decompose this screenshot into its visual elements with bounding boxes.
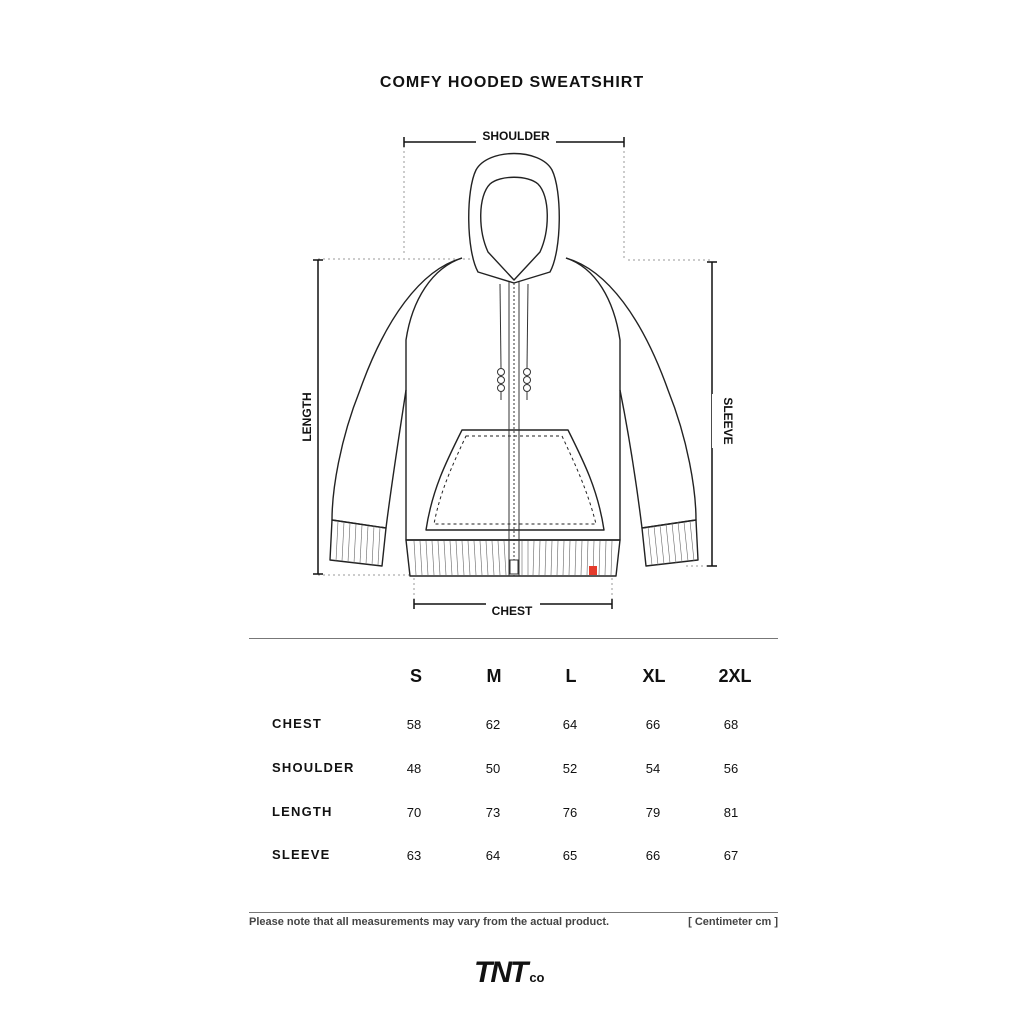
table-cell: 58 — [406, 717, 422, 732]
divider-bottom — [249, 912, 778, 913]
table-cell: 68 — [723, 717, 739, 732]
logo-text: TNT — [474, 956, 527, 989]
row-label-sleeve: SLEEVE — [272, 847, 331, 862]
table-cell: 66 — [645, 717, 661, 732]
table-cell: 79 — [645, 805, 661, 820]
table-cell: 73 — [485, 805, 501, 820]
size-header-s: S — [409, 666, 422, 686]
logo-suffix: co — [529, 970, 545, 985]
table-cell: 63 — [406, 848, 422, 863]
table-cell: 52 — [562, 761, 578, 776]
table-cell: 65 — [562, 848, 578, 863]
size-header-l: L — [565, 666, 577, 686]
row-label-shoulder: SHOULDER — [272, 760, 355, 775]
divider-top — [249, 638, 778, 639]
brand-logo — [474, 956, 545, 990]
table-cell: 66 — [645, 848, 661, 863]
size-header-2xl: 2XL — [718, 666, 752, 686]
table-cell: 50 — [485, 761, 501, 776]
table-cell: 56 — [723, 761, 739, 776]
disclaimer-note: Please note that all measurements may vary from the actual product. — [249, 916, 610, 928]
page-title: COMFY HOODED SWEATSHIRT — [379, 74, 645, 91]
chest-dim-label: CHEST — [491, 604, 533, 618]
table-cell: 62 — [485, 717, 501, 732]
table-cell: 67 — [723, 848, 739, 863]
size-header-xl: XL — [642, 666, 666, 686]
table-cell: 76 — [562, 805, 578, 820]
table-cell: 48 — [406, 761, 422, 776]
shoulder-dim-label: SHOULDER — [482, 129, 550, 143]
tag-icon — [589, 566, 597, 575]
table-cell: 70 — [406, 805, 422, 820]
row-label-length: LENGTH — [272, 804, 333, 819]
size-header-m: M — [486, 666, 502, 686]
table-cell: 54 — [645, 761, 661, 776]
table-cell: 64 — [562, 717, 578, 732]
length-dim-label: LENGTH — [300, 392, 314, 442]
table-cell: 81 — [723, 805, 739, 820]
unit-note: [ Centimeter cm ] — [688, 916, 778, 928]
sleeve-dim-label: SLEEVE — [721, 397, 735, 445]
table-cell: 64 — [485, 848, 501, 863]
row-label-chest: CHEST — [272, 716, 323, 731]
